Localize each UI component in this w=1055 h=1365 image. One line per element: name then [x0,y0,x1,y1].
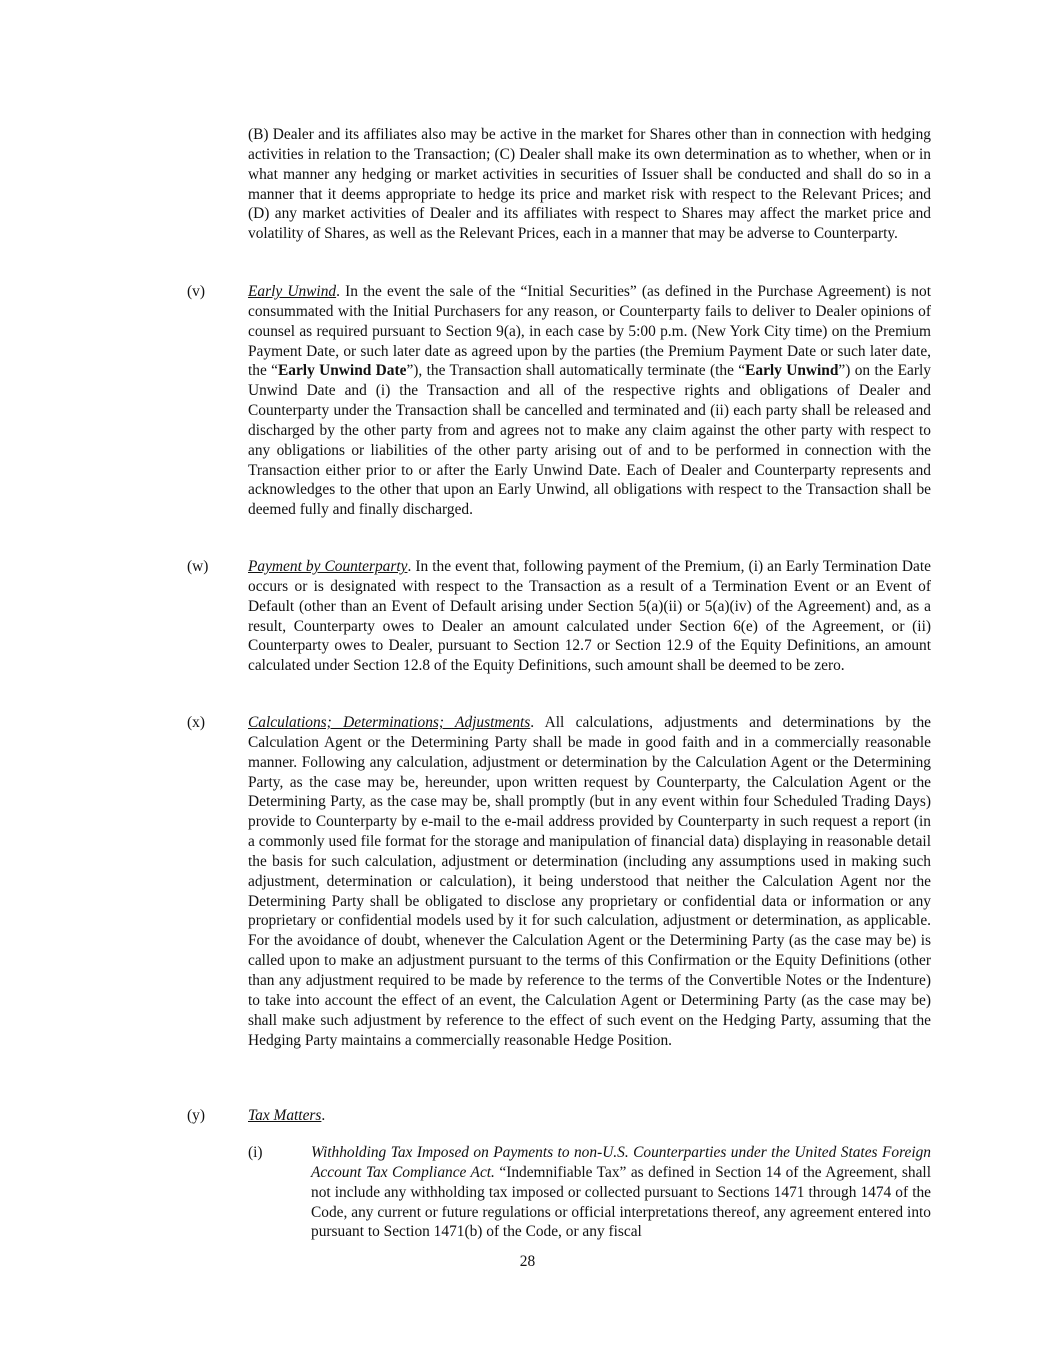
section-y-i-paragraph [311,1143,931,1242]
section-y-i-text: “Indemnifiable Tax” as defined in Section 14 of the Agreement, shall not include any withholding tax imposed or collected pursuant to Sections 1471 through 1474 of the Code, any current or future regulations or official interpretations thereof, any agreement entered into pursuant to Section 1471(b) of the Code, or any fiscal [311,1163,931,1241]
page-number: 28 [519,1253,536,1270]
intro-paragraph: (B) Dealer and its affiliates also may be active in the market for Shares other than in connection with hedging activities in relation to the Transaction; (C) Dealer shall make its own determination as to whether, when or in what manner any hedging or market activities in securities of Issuer shall be conducted and shall do so in a manner that it deems appropriate to hedge its price and market risk with respect to the Relevant Prices; and (D) any market activities of Dealer and its affiliates with respect to Shares may affect the market price and volatility of Shares, as well as the Relevant Prices, each in a manner that may be adverse to Counterparty. [248,126,931,243]
section-w-paragraph [248,557,931,676]
section-v-heading-punct: . [336,283,340,300]
section-x-paragraph [248,713,931,1050]
section-v-term-early-unwind-date: Early Unwind Date [278,362,407,380]
section-v-heading: Early Unwind [248,283,337,300]
section-x-text: . All calculations, adjustments and determinations by the Calculation Agent or the Determining Party shall be made in good faith and in a commercially reasonable manner. Following any calculation, adjustment or determination by the Calculation Agent or the Determining Party, as the case may be, hereunder, upon written request by Counterparty, the Calculation Agent or the Determining Party, as the case may be, shall promptly (but in any event within four Scheduled Trading Days) provide to Counterparty by e-mail to the e-mail address provided by Counterparty in such request a report (in a commonly used file format for the storage and manipulation of financial data) displaying in reasonable detail the basis for such calculation, adjustment or determination (including any assumptions used in making such adjustment, determination or calculation), it being understood that neither the Calculation Agent nor the Determining Party shall be obligated to disclose any proprietary or confidential data or information or any proprietary or confidential models used by it for such calculation, adjustment or determination, as applicable. For the avoidance of doubt, whenever the Calculation Agent or the Determining Party (as the case may be) is called upon to make an adjustment pursuant to the terms of this Confirmation or the Equity Definitions (other than any adjustment required to be made by reference to the terms of the Convertible Notes or the Indenture) to take into account the effect of an event, the Calculation Agent or Determining Party (as the case may be) shall make such adjustment by reference to the effect of such event on the Hedging Party, assuming that the Hedging Party maintains a commercially reasonable Hedge Position. [248,714,931,1049]
section-v-label: (v) [187,283,205,300]
section-y-i-label: (i) [248,1144,263,1161]
section-w-text: . In the event that, following payment of the Premium, (i) an Early Termination Date occurs or is designated with respect to the Transaction as a result of a Termination Event or an Event of Default (other than an Event of Default arising under Section 5(a)(ii) or 5(a)(iv) of the Agreement) and, as a result, Counterparty owes to Dealer an amount calculated under Section 6(e) of the Agreement, or (ii) Counterparty owes to Dealer, pursuant to Section 12.7 or Section 12.9 of the Equity Definitions, an amount calculated under Section 12.8 of the Equity Definitions, such amount shall be deemed to be zero. [248,558,931,675]
section-v-text-2: ”), the Transaction shall automatically terminate (the “ [406,362,746,380]
section-x-heading: Calculations; Determinations; Adjustments [248,714,531,731]
section-y-i-heading: Withholding Tax Imposed on Payments to non-U.S. Counterparties under the United States Foreign Account Tax Compliance Act. [311,1144,931,1181]
section-x-label: (x) [187,714,205,731]
section-v-text-1: In the event the sale of the “Initial Securities” (as defined in the Purchase Agreement) is not consummated with the Initial Purchasers for any reason, or Counterparty fails to deliver to Dealer opinions of counsel as required pursuant to Section 9(a), in each case by 5:00 p.m. (New York City time) on the Premium Payment Date, or such later date as agreed upon by the parties (the Premium Payment Date or such later date, the “ [248,283,931,380]
section-v-paragraph [248,282,931,520]
section-y-heading: Tax Matters [248,1107,322,1124]
section-v-text-3: ”) on the Early Unwind Date and (i) the Transaction and all of the respective rights and obligations of Dealer and Counterparty under the Transaction shall be cancelled and terminated and (ii) each party shall be released and discharged by the other party from and agrees not to make any claim against the other party with respect to any obligations or liabilities of the other party arising out of and to be performed in connection with the Transaction either prior to or after the Early Unwind Date. Each of Dealer and Counterparty represents and acknowledges to the other that upon an Early Unwind, all obligations with respect to the Transaction shall be deemed fully and finally discharged. [248,362,931,519]
section-y-label: (y) [187,1107,205,1124]
section-w-heading: Payment by Counterparty [248,558,408,575]
section-v-term-early-unwind: Early Unwind [745,362,839,380]
section-y-heading-punct: . [321,1107,326,1124]
section-w-label: (w) [187,558,209,575]
section-y-heading-line [248,1106,931,1126]
